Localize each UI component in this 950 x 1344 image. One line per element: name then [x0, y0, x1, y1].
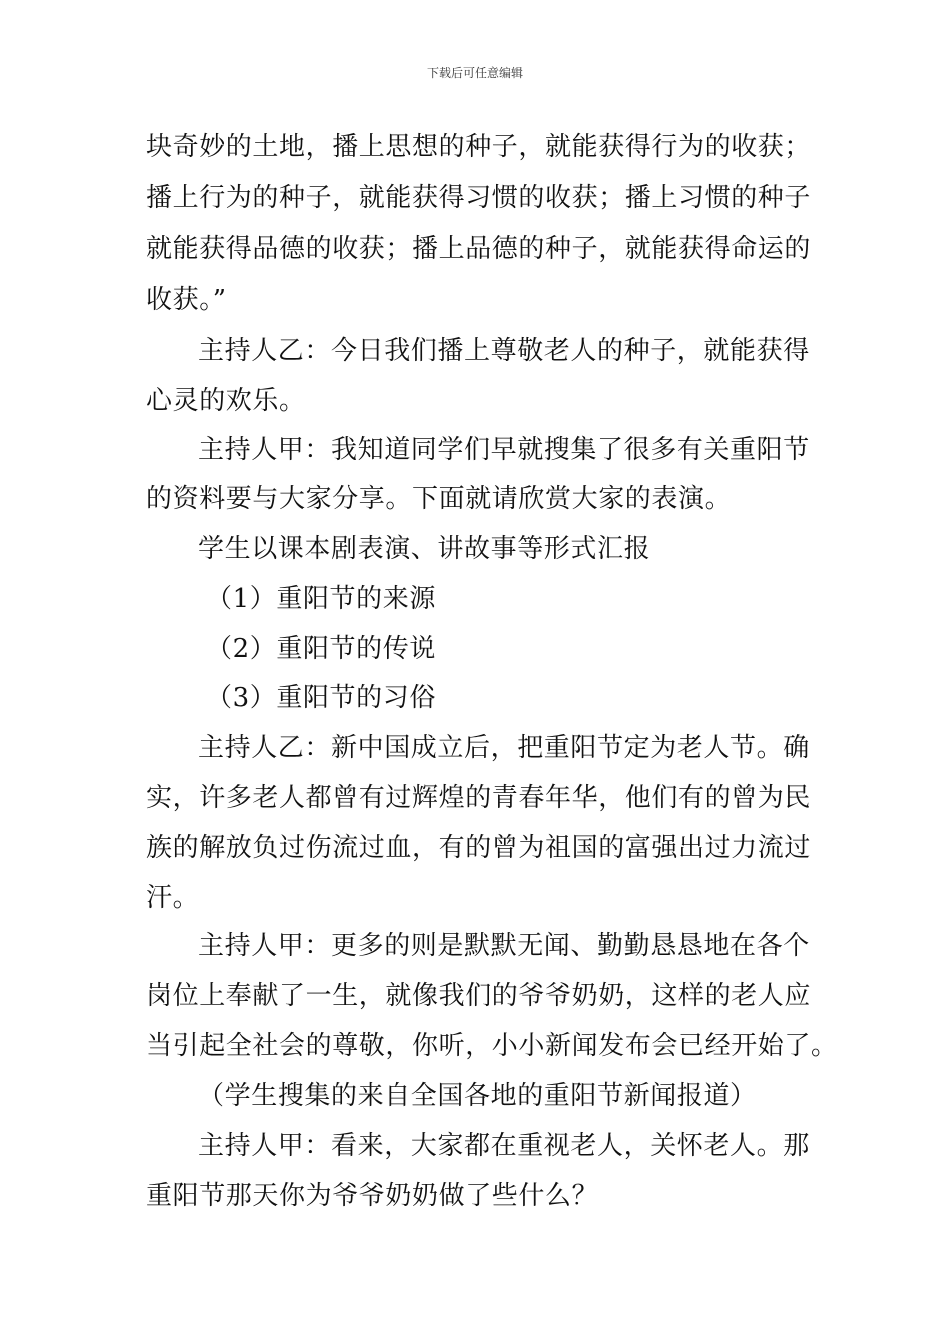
- list-item: （2）重阳节的传说: [206, 634, 436, 664]
- text-line: 实，许多老人都曾有过辉煌的青春年华，他们有的曾为民: [146, 783, 812, 813]
- text-line: 的资料要与大家分享。下面就请欣赏大家的表演。: [146, 484, 732, 514]
- text-line: 重阳节那天你为爷爷奶奶做了些什么？: [146, 1181, 599, 1211]
- text-line: 收获。”: [146, 285, 227, 315]
- text-line: 就能获得品德的收获；播上品德的种子，就能获得命运的: [146, 234, 812, 264]
- text-line: 主持人乙：今日我们播上尊敬老人的种子，就能获得: [198, 336, 810, 366]
- text-line: 岗位上奉献了一生，就像我们的爷爷奶奶，这样的老人应: [146, 981, 812, 1011]
- text-line: （学生搜集的来自全国各地的重阳节新闻报道）: [198, 1081, 757, 1111]
- page-header: 下载后可任意编辑: [426, 66, 523, 80]
- text-line: 播上行为的种子，就能获得习惯的收获；播上习惯的种子: [146, 183, 812, 213]
- list-item: （3）重阳节的习俗: [206, 683, 436, 713]
- text-line: 主持人甲：看来，大家都在重视老人，关怀老人。那: [198, 1131, 810, 1161]
- text-line: 块奇妙的土地，播上思想的种子，就能获得行为的收获；: [146, 132, 812, 162]
- text-line: 主持人甲：更多的则是默默无闻、勤勤恳恳地在各个: [198, 931, 810, 961]
- text-line: 学生以课本剧表演、讲故事等形式汇报: [198, 534, 651, 564]
- list-item: （1）重阳节的来源: [206, 584, 436, 614]
- text-line: 主持人乙：新中国成立后，把重阳节定为老人节。确: [198, 733, 810, 763]
- text-line: 心灵的欢乐。: [146, 386, 306, 416]
- text-line: 当引起全社会的尊敬，你听，小小新闻发布会已经开始了。: [146, 1031, 838, 1061]
- text-line: 族的解放负过伤流过血，有的曾为祖国的富强出过力流过: [146, 833, 812, 863]
- text-line: 主持人甲：我知道同学们早就搜集了很多有关重阳节: [198, 435, 810, 465]
- text-line: 汗。: [146, 883, 200, 913]
